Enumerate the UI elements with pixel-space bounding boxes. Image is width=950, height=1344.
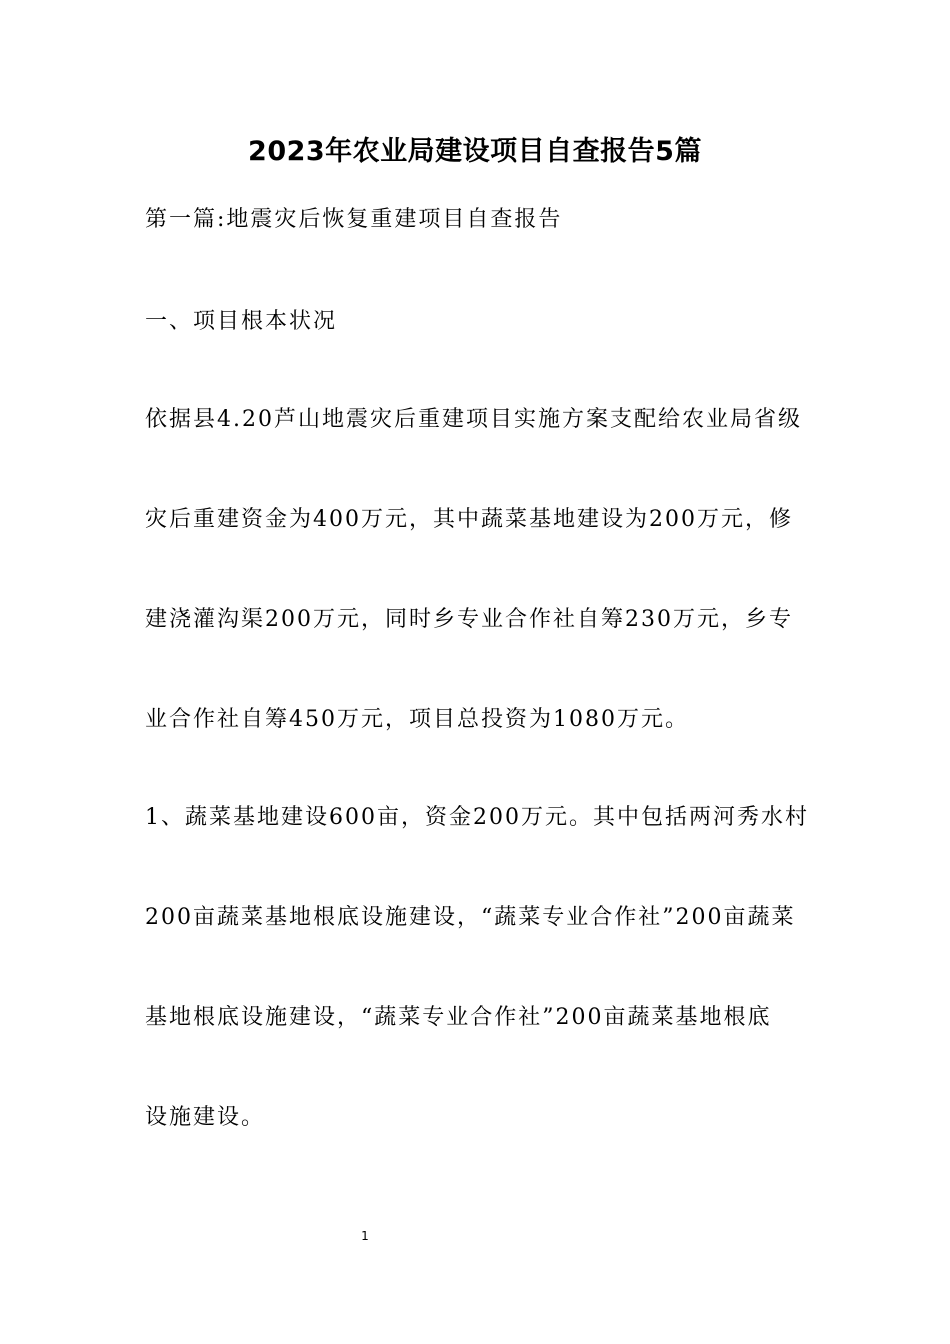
paragraph-line: 依据县4.20芦山地震灾后重建项目实施方案支配给农业局省级 — [145, 407, 802, 432]
paragraph-line: 基地根底设施建设，“蔬菜专业合作社”200亩蔬菜基地根底 — [145, 1005, 772, 1030]
paragraph-line: 200亩蔬菜基地根底设施建设，“蔬菜专业合作社”200亩蔬菜 — [145, 905, 796, 930]
paragraph-line: 建浇灌沟渠200万元，同时乡专业合作社自筹230万元，乡专 — [145, 607, 793, 632]
page-number: 1 — [361, 1229, 369, 1243]
section-heading: 第一篇:地震灾后恢复重建项目自查报告 — [145, 207, 563, 232]
subsection-heading: 一、项目根本状况 — [145, 309, 338, 334]
document-title: 2023年农业局建设项目自查报告5篇 — [248, 136, 702, 167]
paragraph-line: 设施建设。 — [145, 1105, 266, 1130]
paragraph-line: 灾后重建资金为400万元，其中蔬菜基地建设为200万元，修 — [145, 507, 793, 532]
paragraph-line: 1、蔬菜基地建设600亩，资金200万元。其中包括两河秀水村 — [145, 805, 809, 830]
paragraph-line: 业合作社自筹450万元，项目总投资为1080万元。 — [145, 707, 689, 732]
